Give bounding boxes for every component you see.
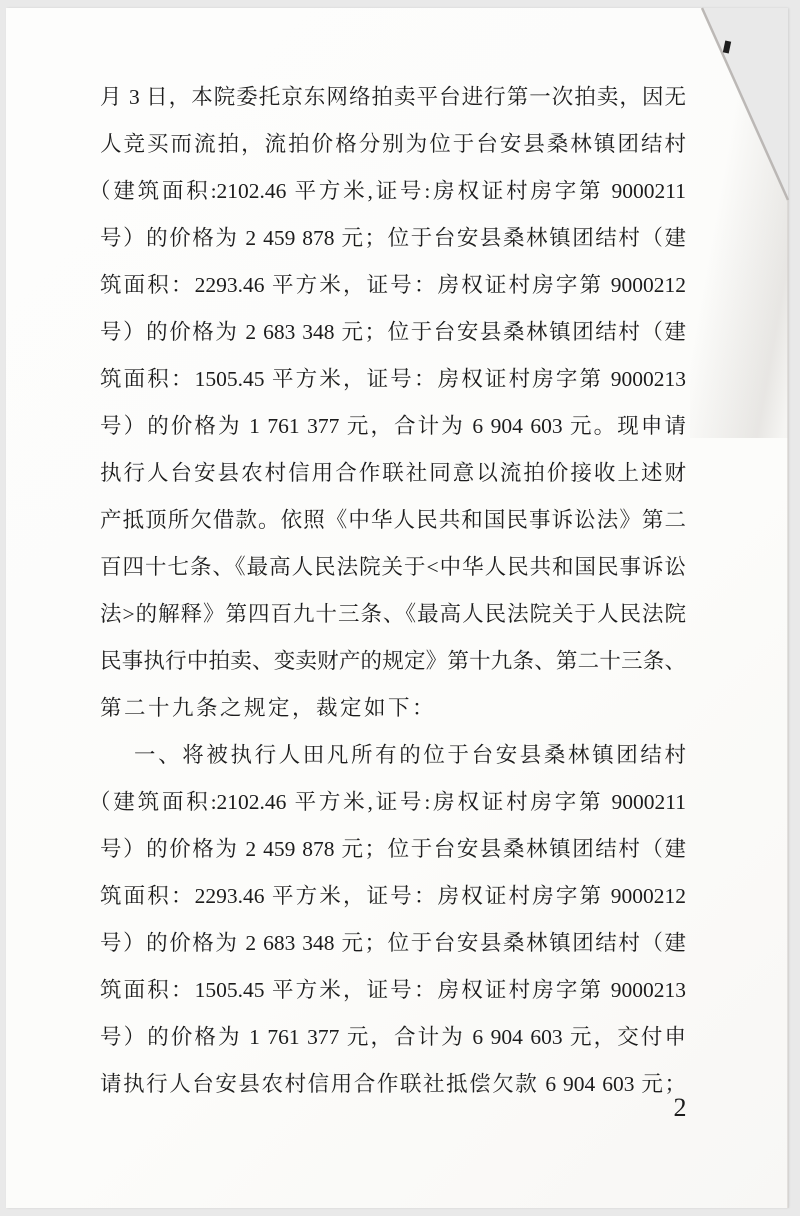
text-line-4: 号）的价格为 2 459 878 元；位于台安县桑林镇团结村（建 (100, 226, 686, 250)
text-line-21: 号）的价格为 1 761 377 元，合计为 6 904 603 元，交付申 (100, 1025, 686, 1049)
page-number: 2 (673, 1093, 687, 1122)
ruling-text-block (89, 74, 686, 1108)
text-line-9: 执行人台安县农村信用合作联社同意以流拍价接收上述财 (100, 461, 686, 485)
text-line-19: 号）的价格为 2 683 348 元；位于台安县桑林镇团结村（建 (100, 931, 686, 955)
text-line-12: 法>的解释》第四百九十三条、《最高人民法院关于人民法院 (100, 602, 686, 626)
text-line-2: 人竞买而流拍，流拍价格分别为位于台安县桑林镇团结村 (100, 132, 686, 156)
text-line-7: 筑面积：1505.45 平方米，证号：房权证村房字第 9000213 (100, 367, 686, 391)
text-line-1: 月 3 日，本院委托京东网络拍卖平台进行第一次拍卖，因无 (100, 85, 686, 109)
text-line-13: 民事执行中拍卖、变卖财产的规定》第十九条、第二十三条、 (100, 649, 686, 673)
text-line-11: 百四十七条、《最高人民法院关于<中华人民共和国民事诉讼 (100, 555, 686, 579)
text-line-17: 号）的价格为 2 459 878 元；位于台安县桑林镇团结村（建 (100, 837, 686, 861)
text-line-3: （建筑面积:2102.46 平方米,证号:房权证村房字第 9000211 (89, 179, 686, 203)
text-line-6: 号）的价格为 2 683 348 元；位于台安县桑林镇团结村（建 (100, 320, 686, 344)
text-line-20: 筑面积：1505.45 平方米，证号：房权证村房字第 9000213 (100, 978, 686, 1002)
page-curl-shadow (690, 8, 788, 438)
text-line-22: 请执行人台安县农村信用合作联社抵偿欠款 6 904 603 元； (100, 1072, 686, 1096)
text-line-8: 号）的价格为 1 761 377 元，合计为 6 904 603 元。现申请 (100, 414, 686, 438)
text-line-10: 产抵顶所欠借款。依照《中华人民共和国民事诉讼法》第二 (100, 508, 686, 532)
text-line-18: 筑面积：2293.46 平方米，证号：房权证村房字第 9000212 (100, 884, 686, 908)
text-line-15: 一、将被执行人田凡所有的位于台安县桑林镇团结村 (134, 743, 686, 767)
text-line-14: 第二十九条之规定，裁定如下： (100, 696, 437, 720)
text-line-5: 筑面积：2293.46 平方米，证号：房权证村房字第 9000212 (100, 273, 686, 297)
text-line-16: （建筑面积:2102.46 平方米,证号:房权证村房字第 9000211 (89, 790, 686, 814)
